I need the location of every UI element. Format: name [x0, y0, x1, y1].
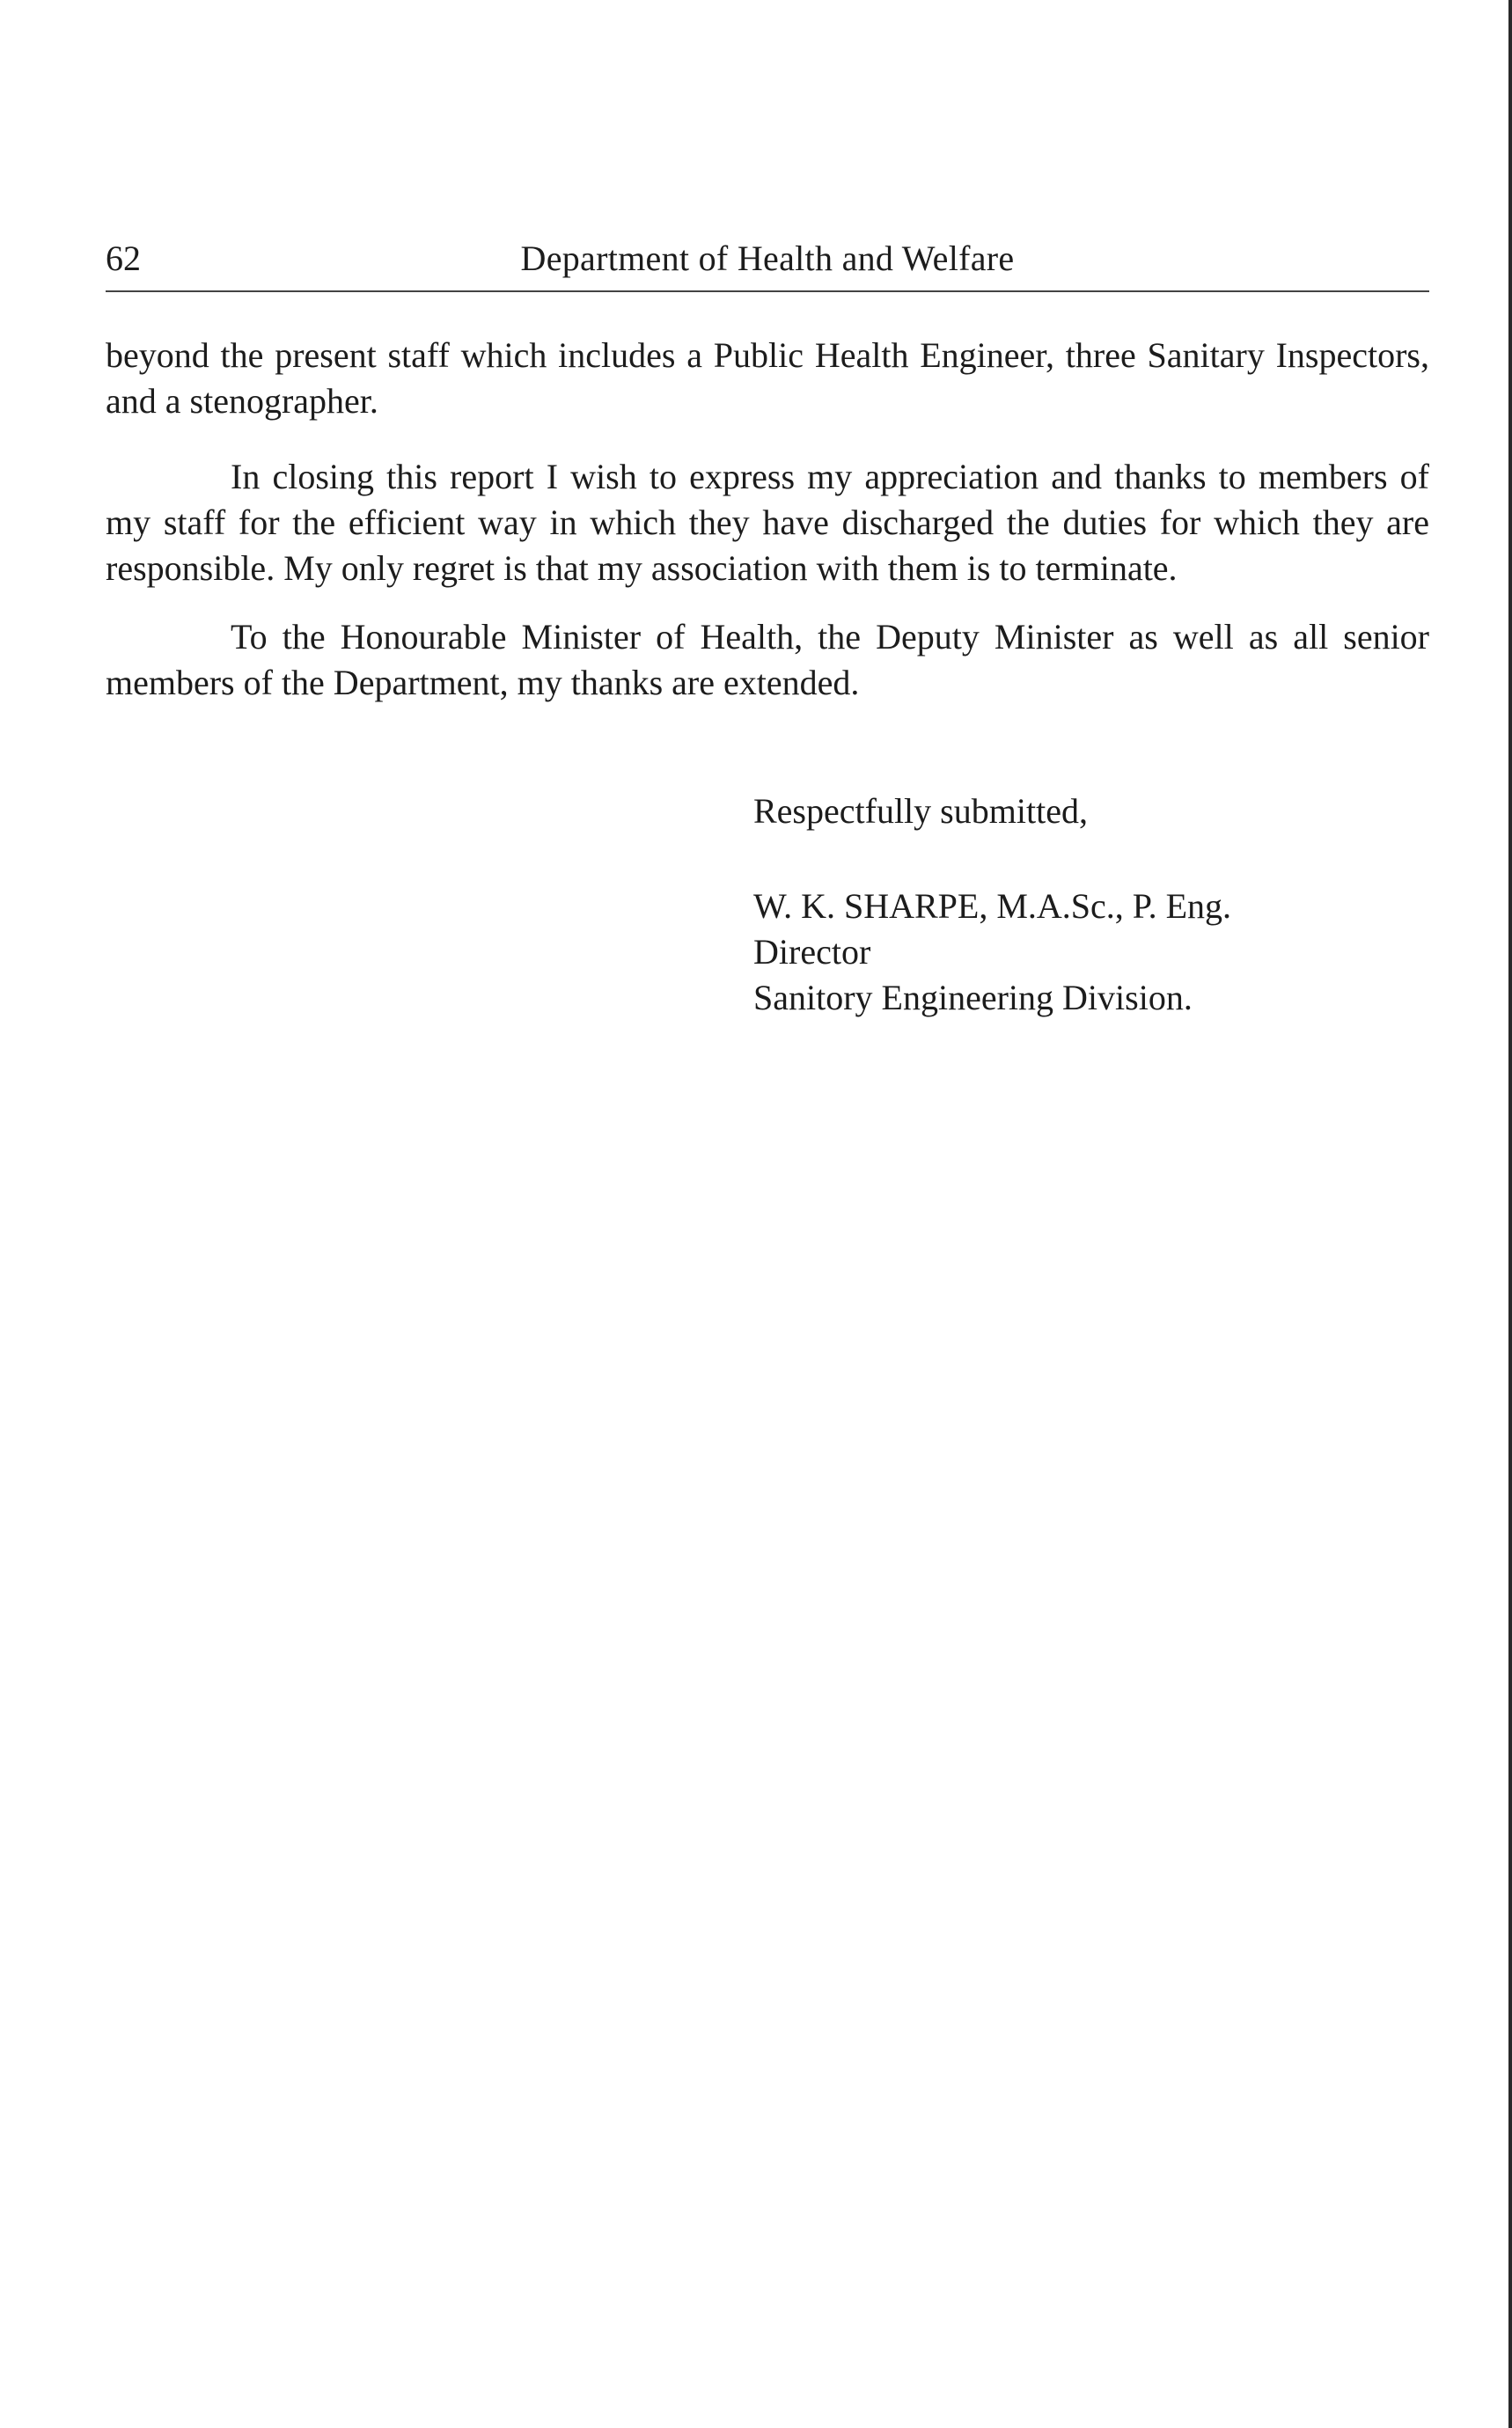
paragraph-continuation: beyond the present staff which includes a Public Health Engineer, three Sanitary Inspectors, and a stenographer. [106, 335, 1429, 421]
page-number: 62 [106, 238, 141, 278]
running-title: Department of Health and Welfare [520, 238, 1015, 278]
body-text [106, 333, 1429, 729]
paragraph-thanks: To the Honourable Minister of Health, the Deputy Minister as well as all senior members of the Department, my thanks are extended. [106, 617, 1429, 702]
valediction: Respectfully submitted, [753, 791, 1088, 831]
header-rule [106, 290, 1429, 292]
signatory-title: Director [753, 932, 871, 972]
page-edge-shadow [1508, 0, 1512, 2428]
signatory-division: Sanitory Engineering Division. [753, 978, 1193, 1017]
paragraph-appreciation: In closing this report I wish to express my appreciation and thanks to members of my staff for the efficient way in which they have discharged the duties for which they are responsible. My only regret is that my association with them is to terminate. [106, 457, 1429, 588]
signatory-name: W. K. SHARPE, M.A.Sc., P. Eng. [753, 886, 1232, 926]
page-header [106, 238, 1429, 292]
signature-block [753, 884, 1231, 1021]
